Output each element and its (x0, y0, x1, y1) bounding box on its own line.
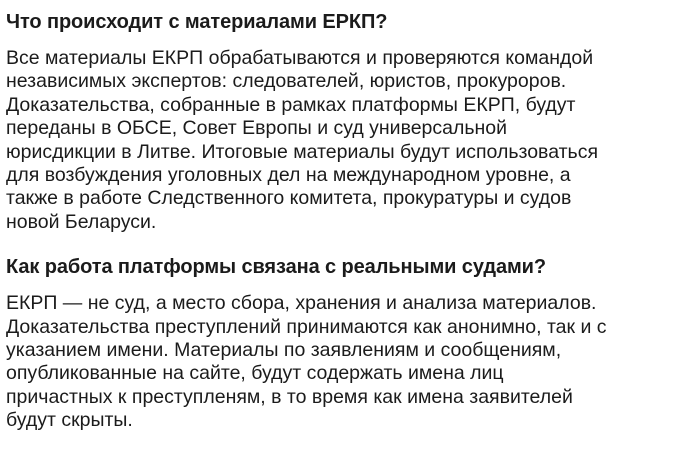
paragraph-line: Все материалы ЕКРП обрабатываются и проверяются командой (6, 47, 594, 69)
paragraph-line: Доказательства преступлений принимаются как анонимно, так и с (6, 315, 607, 338)
faq-section-materials (6, 9, 700, 234)
paragraph-line: новой Беларуси. (6, 210, 157, 233)
paragraph-line: для возбуждения уголовных дел на международном уровне, а (6, 164, 571, 187)
paragraph-line: переданы в ОБСЕ, Совет Европы и суд универсальной (6, 117, 508, 140)
section-paragraph (6, 47, 700, 234)
paragraph-line: юрисдикции в Литве. Итоговые материалы будут использоваться (6, 140, 599, 163)
paragraph-line: ЕКРП — не суд, а место сбора, хранения и анализа материалов. (6, 292, 597, 315)
paragraph-line: Доказательства, собранные в рамках платформы ЕКРП, будут (6, 93, 576, 116)
paragraph-line: опубликованные на сайте, будут содержать имена лиц (6, 362, 504, 385)
section-heading: Что происходит с материалами ЕРКП? (6, 11, 388, 33)
section-paragraph (6, 292, 700, 432)
faq-section-courts (6, 254, 700, 432)
paragraph-line: указанием имени. Материалы по заявлениям и сообщениям, (6, 339, 562, 362)
section-heading: Как работа платформы связана с реальными судами? (6, 256, 546, 279)
paragraph-line: причастных к преступленям, в то время как имена заявителей (6, 385, 573, 408)
paragraph-line: также в работе Следственного комитета, прокуратуры и судов (6, 187, 572, 210)
paragraph-line: независимых экспертов: следователей, юристов, прокуроров. (6, 70, 567, 93)
paragraph-line: будут скрыты. (6, 409, 133, 432)
